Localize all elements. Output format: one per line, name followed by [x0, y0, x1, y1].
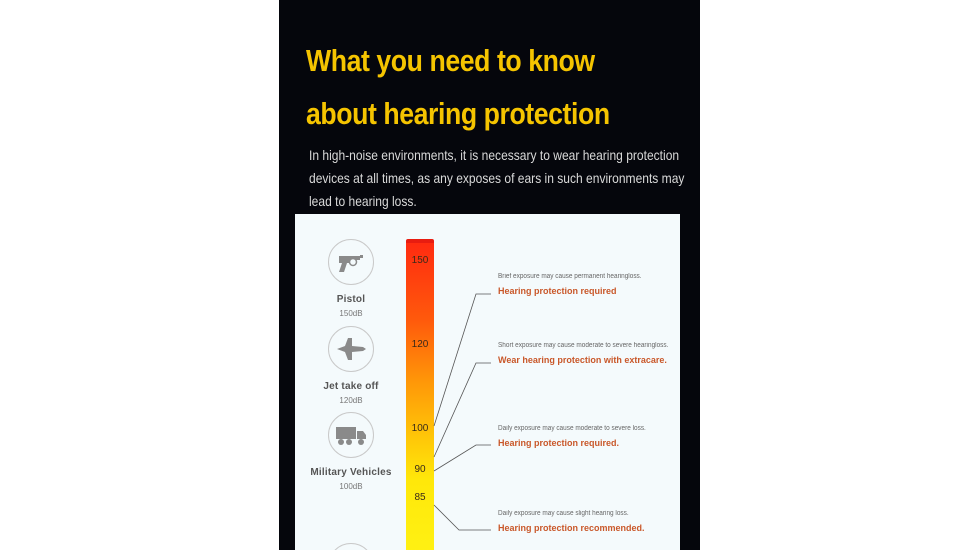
scale-tick: 150: [411, 255, 429, 266]
leader-line: [434, 445, 491, 471]
note-action: Wear hearing protection with extracare.: [498, 355, 667, 365]
scale-tick: 100: [411, 423, 429, 434]
note-150db: [498, 273, 678, 296]
source-name: Jet take off: [323, 381, 379, 392]
leader-line: [434, 505, 491, 530]
note-description: Short exposure may cause moderate to severe hearingloss.: [498, 342, 669, 349]
intro-text: In high-noise environments, it is necessary to wear hearing protection devices at all times, as any exposes of ears in such environments may lead to hearing loss.: [309, 147, 685, 209]
note-description: Daily exposure may cause slight hearing loss.: [498, 510, 629, 517]
leader-line: [434, 363, 491, 457]
note-action: Hearing protection required: [498, 286, 617, 296]
source-name: Military Vehicles: [310, 467, 392, 478]
note-action: Hearing protection recommended.: [498, 523, 645, 533]
infographic-panel: [279, 0, 700, 550]
scale-tick: 120: [411, 339, 429, 350]
note-120db: [498, 342, 678, 365]
leader-lines: [295, 214, 680, 550]
scale-tick: 85: [414, 492, 426, 503]
page-title: What you need to know about hearing protection: [306, 43, 610, 131]
note-description: Daily exposure may cause moderate to severe loss.: [498, 425, 646, 432]
note-85db: [498, 510, 678, 533]
note-action: Hearing protection required.: [498, 438, 620, 448]
source-db: 120dB: [339, 396, 363, 405]
source-db: 150dB: [339, 309, 363, 318]
note-description: Brief exposure may cause permanent hearingloss.: [498, 273, 642, 280]
note-100db: [498, 425, 678, 448]
leader-line: [434, 294, 491, 426]
source-db: 100dB: [339, 482, 363, 491]
source-name: Pistol: [336, 294, 366, 305]
scale-tick: 90: [414, 464, 426, 475]
decibel-chart-card: [295, 214, 680, 550]
